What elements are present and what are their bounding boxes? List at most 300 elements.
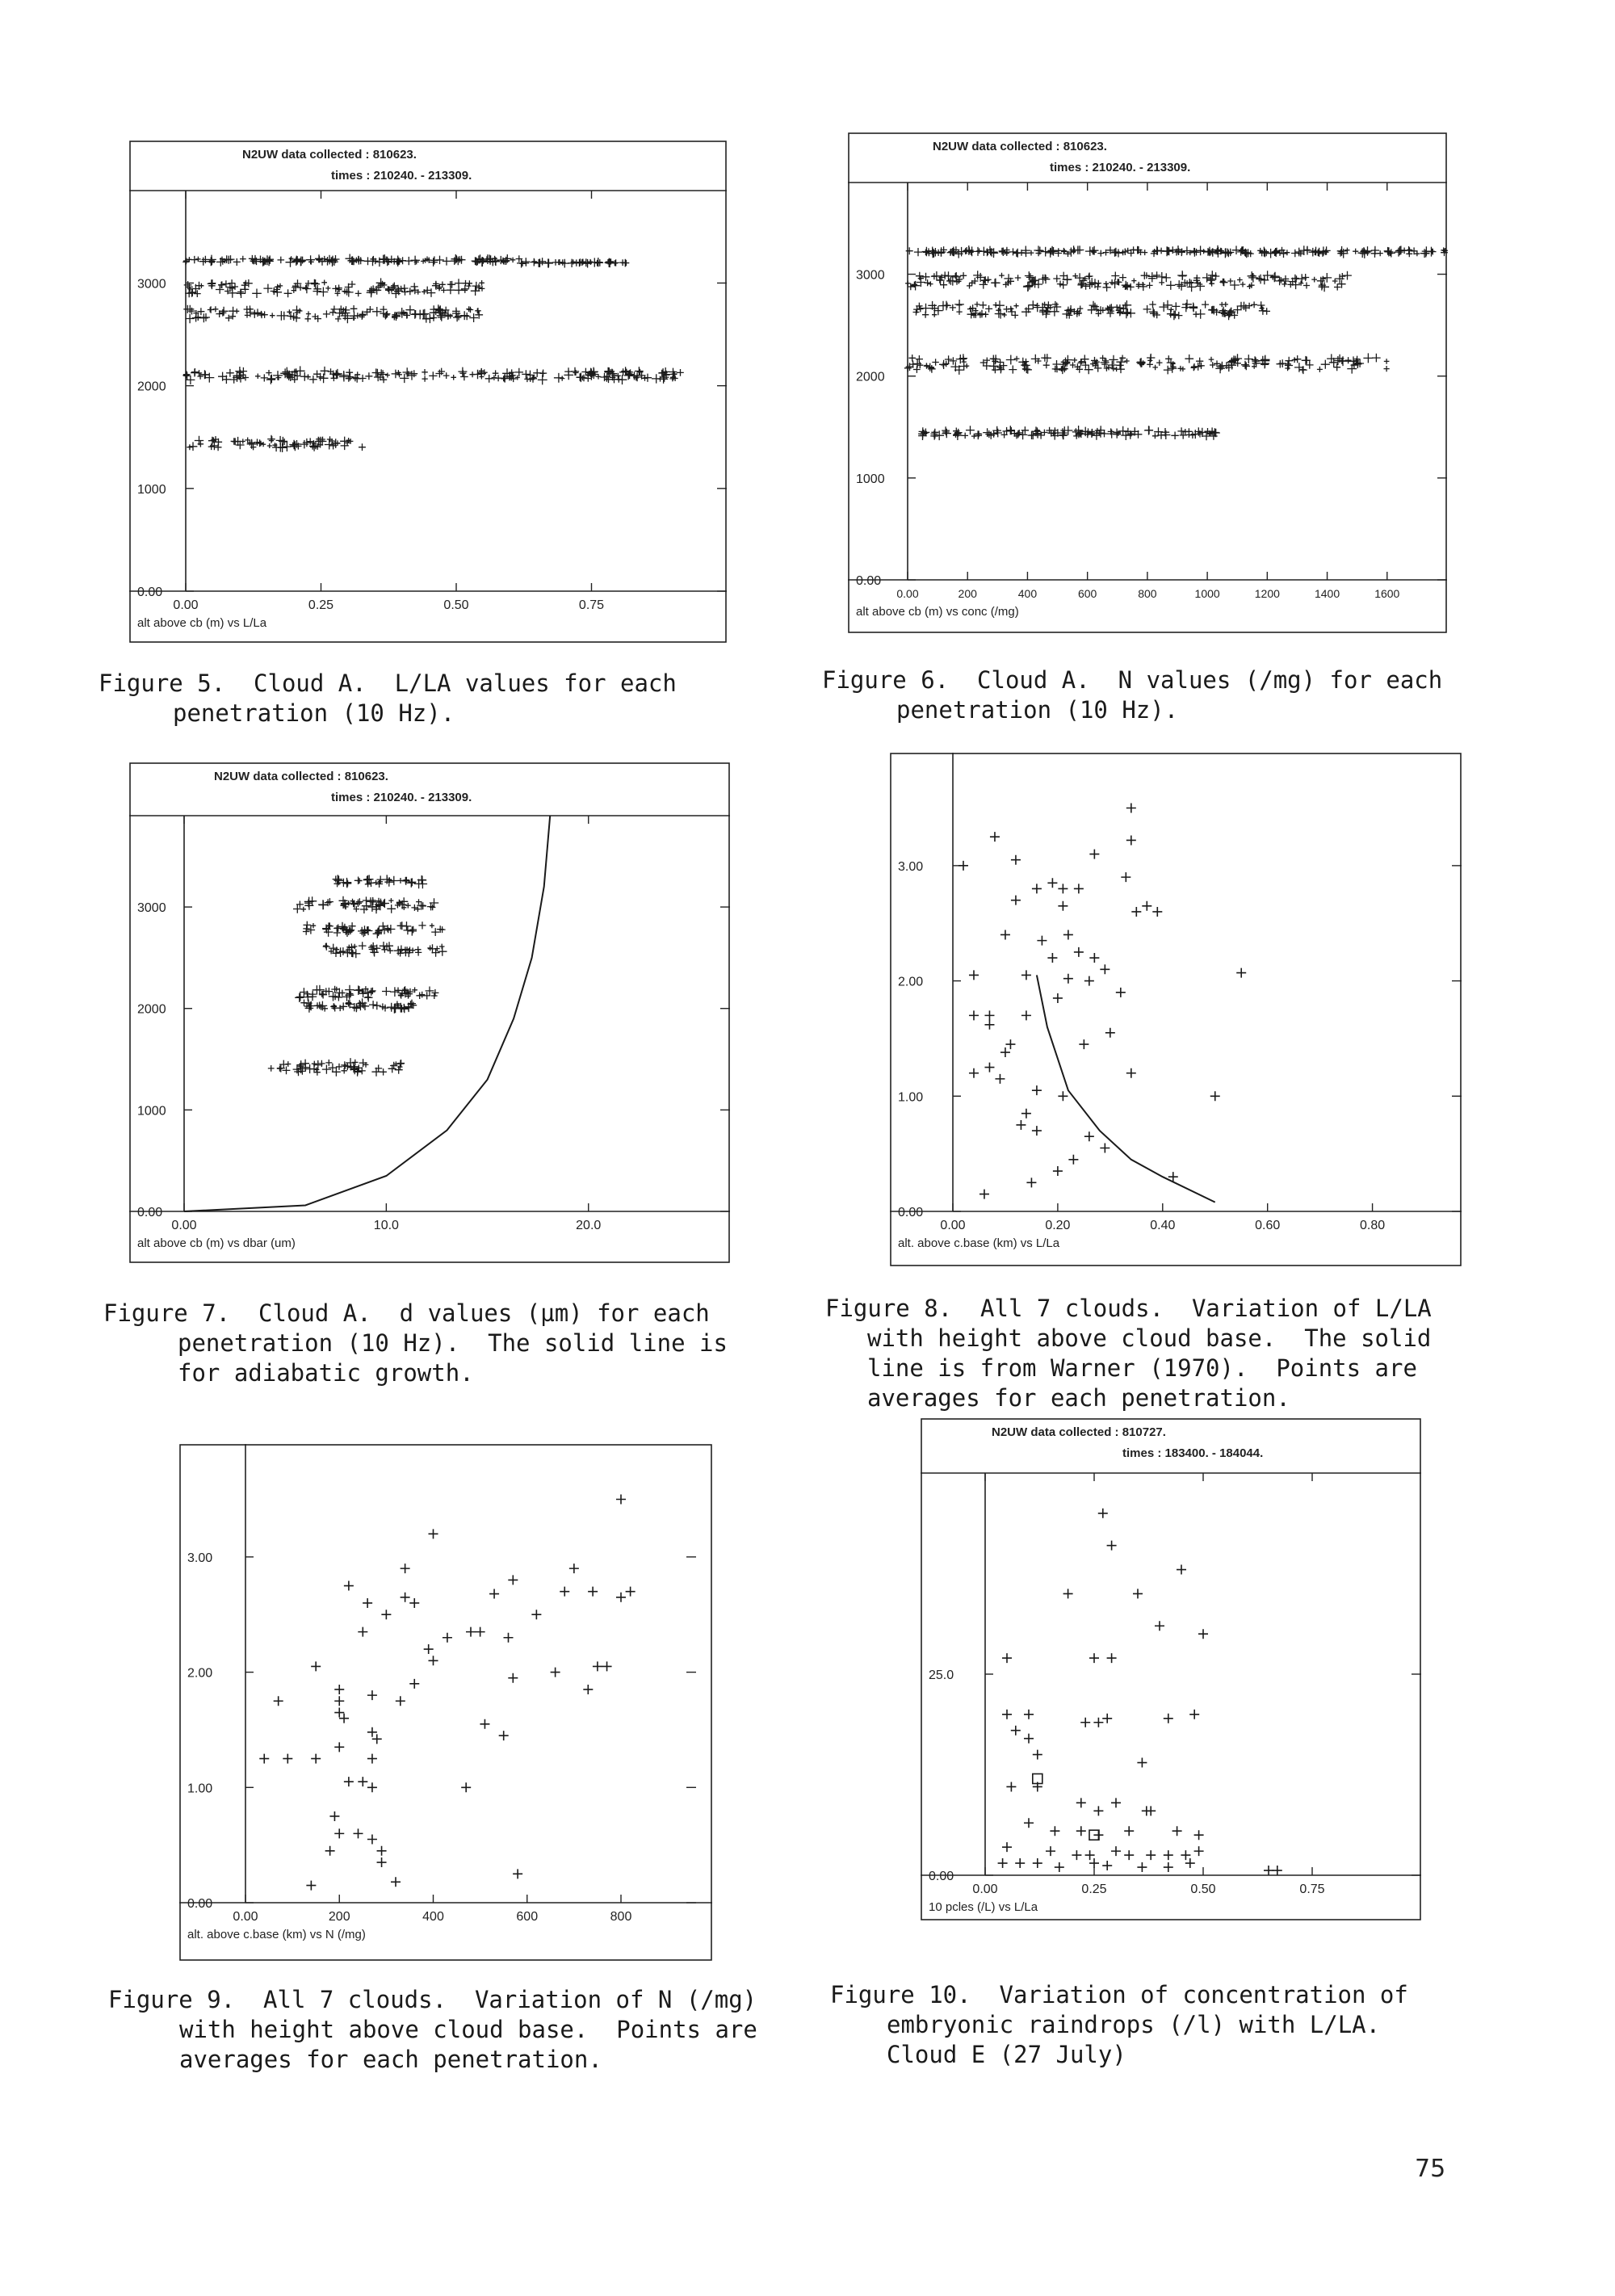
data-point bbox=[1164, 1850, 1173, 1860]
data-point bbox=[1063, 974, 1073, 984]
header-line: times : 210240. - 213309. bbox=[1050, 161, 1191, 174]
data-point bbox=[1074, 884, 1084, 893]
x-tick-label: 0.25 bbox=[1081, 1883, 1107, 1896]
y-tick-label: 3000 bbox=[137, 277, 166, 292]
data-point bbox=[616, 1495, 626, 1505]
figure-6-caption-line: penetration (10 Hz). bbox=[896, 696, 1179, 724]
figure-7-caption-line: Figure 7. Cloud A. d values (µm) for each bbox=[103, 1299, 710, 1327]
figure-9-chart bbox=[179, 1444, 712, 1961]
data-band bbox=[183, 304, 483, 323]
data-point bbox=[334, 1696, 344, 1706]
data-point bbox=[344, 1777, 354, 1786]
data-point bbox=[984, 1063, 994, 1072]
x-tick-label: 0.20 bbox=[1045, 1219, 1071, 1232]
header-line: N2UW data collected : 810623. bbox=[933, 140, 1107, 153]
data-points bbox=[259, 1495, 635, 1891]
data-point bbox=[354, 1828, 363, 1838]
data-bands bbox=[904, 246, 1448, 440]
data-point bbox=[1172, 1826, 1182, 1836]
y-tick-label: 3000 bbox=[137, 901, 166, 916]
x-axis-label: alt above cb (m) vs L/La bbox=[137, 616, 267, 630]
data-point bbox=[583, 1685, 593, 1694]
data-point bbox=[569, 1564, 579, 1573]
x-tick-label: 0.75 bbox=[1299, 1883, 1325, 1896]
x-tick-label: 0.50 bbox=[1190, 1883, 1216, 1896]
data-point bbox=[311, 1661, 321, 1671]
figure-8-caption bbox=[825, 1294, 1432, 1413]
data-point bbox=[602, 1661, 612, 1671]
data-band bbox=[918, 426, 1220, 440]
figure-10-caption-line: embryonic raindrops (/l) with L/LA. bbox=[887, 2011, 1381, 2038]
x-axis-label: alt above cb (m) vs dbar (um) bbox=[137, 1236, 296, 1250]
data-point bbox=[1194, 1846, 1204, 1856]
data-point bbox=[984, 1010, 994, 1020]
data-point bbox=[1063, 930, 1073, 939]
x-tick-label: 1600 bbox=[1374, 587, 1400, 600]
data-point bbox=[1021, 1010, 1031, 1020]
data-point bbox=[1177, 1565, 1186, 1575]
header-line: N2UW data collected : 810623. bbox=[242, 148, 417, 162]
header-line: times : 210240. - 213309. bbox=[331, 791, 472, 804]
data-point bbox=[1105, 1028, 1115, 1038]
data-point bbox=[1074, 947, 1084, 957]
data-point bbox=[1058, 884, 1068, 893]
data-point bbox=[1058, 901, 1068, 911]
data-point bbox=[1024, 1734, 1034, 1744]
x-tick-label: 200 bbox=[328, 1910, 350, 1924]
x-axis-label: alt. above c.base (km) vs L/La bbox=[898, 1236, 1060, 1250]
x-tick-label: 0.00 bbox=[896, 587, 919, 600]
data-point bbox=[401, 1593, 410, 1602]
figure-5-chart bbox=[129, 141, 727, 643]
data-point bbox=[1126, 835, 1136, 845]
data-band bbox=[303, 921, 446, 938]
data-point bbox=[1085, 1850, 1095, 1860]
data-point bbox=[1102, 1861, 1112, 1870]
data-point bbox=[363, 1598, 372, 1608]
x-tick-label: 0.25 bbox=[308, 598, 334, 612]
data-point bbox=[1032, 1126, 1042, 1135]
data-point bbox=[1102, 1714, 1112, 1723]
y-tick-label: 1000 bbox=[137, 1104, 166, 1119]
data-point bbox=[358, 1627, 367, 1637]
data-point bbox=[1063, 1589, 1073, 1598]
data-band bbox=[517, 258, 629, 268]
data-point bbox=[429, 1656, 438, 1665]
figure-frame bbox=[849, 133, 1446, 632]
data-point bbox=[1126, 1068, 1136, 1078]
data-point bbox=[995, 1074, 1005, 1084]
figure-7 bbox=[129, 762, 730, 1263]
data-band bbox=[182, 366, 683, 384]
data-point bbox=[1146, 1850, 1156, 1860]
x-tick-label: 10.0 bbox=[373, 1219, 399, 1232]
data-point bbox=[367, 1782, 377, 1792]
data-bands bbox=[182, 254, 684, 453]
data-point bbox=[1146, 1806, 1156, 1815]
x-tick-label: 1000 bbox=[1194, 587, 1220, 600]
figure-5 bbox=[129, 141, 727, 643]
data-band bbox=[333, 875, 427, 888]
y-tick-label: 2.00 bbox=[898, 975, 924, 989]
data-point bbox=[1058, 1091, 1068, 1101]
data-point bbox=[480, 1719, 489, 1729]
x-tick-label: 600 bbox=[516, 1910, 539, 1924]
y-tick-label: 1000 bbox=[137, 482, 166, 497]
data-point bbox=[1032, 1085, 1042, 1095]
data-point bbox=[283, 1754, 292, 1764]
data-point bbox=[1053, 993, 1063, 1003]
data-point bbox=[311, 1754, 321, 1764]
y-tick-label: 3000 bbox=[856, 268, 885, 283]
data-point bbox=[1011, 855, 1021, 865]
header-line: N2UW data collected : 810623. bbox=[214, 770, 388, 783]
data-point bbox=[1024, 1818, 1034, 1828]
data-point bbox=[499, 1731, 509, 1740]
data-point bbox=[990, 832, 1000, 842]
data-point bbox=[377, 1846, 387, 1856]
data-point bbox=[1133, 1589, 1143, 1598]
data-point bbox=[959, 861, 968, 871]
data-point bbox=[367, 1727, 377, 1737]
data-point bbox=[1185, 1858, 1195, 1868]
x-tick-label: 0.80 bbox=[1360, 1219, 1386, 1232]
data-point bbox=[334, 1742, 344, 1752]
data-point bbox=[259, 1754, 269, 1764]
x-tick-label: 0.00 bbox=[171, 1219, 197, 1232]
data-point bbox=[1068, 1155, 1078, 1165]
data-point bbox=[476, 1627, 485, 1637]
data-point bbox=[401, 1564, 410, 1573]
data-point bbox=[461, 1782, 471, 1792]
y-tick-label: 1.00 bbox=[187, 1782, 213, 1796]
data-point bbox=[424, 1644, 434, 1654]
data-band bbox=[268, 1058, 405, 1077]
figure-8-caption-line: averages for each penetration. bbox=[867, 1384, 1290, 1412]
data-point bbox=[334, 1708, 344, 1718]
y-tick-label: 0.00 bbox=[137, 586, 163, 599]
y-tick-label: 2000 bbox=[856, 370, 885, 384]
data-point bbox=[367, 1835, 377, 1845]
figure-9-caption bbox=[108, 1985, 757, 2075]
figure-frame bbox=[130, 141, 726, 642]
data-point bbox=[616, 1593, 626, 1602]
figure-8 bbox=[890, 753, 1462, 1266]
data-point bbox=[588, 1587, 598, 1597]
figure-frame bbox=[891, 753, 1461, 1266]
data-point bbox=[1021, 1109, 1031, 1119]
data-point bbox=[1236, 968, 1246, 978]
figure-frame bbox=[180, 1445, 711, 1960]
x-tick-label: 0.00 bbox=[173, 598, 199, 612]
data-point bbox=[1084, 976, 1094, 986]
data-point bbox=[1046, 1846, 1055, 1856]
data-point bbox=[1016, 1120, 1026, 1130]
y-tick-label: 0.00 bbox=[898, 1206, 924, 1219]
data-point bbox=[1116, 988, 1126, 997]
data-point bbox=[513, 1869, 522, 1878]
data-point bbox=[1050, 1826, 1059, 1836]
data-point bbox=[1021, 970, 1031, 980]
x-tick-label: 400 bbox=[1017, 587, 1038, 600]
figure-5-caption bbox=[99, 669, 677, 728]
data-point bbox=[531, 1610, 541, 1619]
x-tick-label: 200 bbox=[958, 587, 977, 600]
header-line: times : 183400. - 184044. bbox=[1122, 1446, 1264, 1460]
data-point bbox=[984, 1020, 994, 1030]
data-point bbox=[1032, 884, 1042, 893]
data-point bbox=[1126, 804, 1136, 813]
data-point bbox=[1093, 1718, 1103, 1727]
figure-5-caption-line: Figure 5. Cloud A. L/LA values for each bbox=[99, 669, 677, 697]
data-point bbox=[396, 1696, 405, 1706]
data-point bbox=[1164, 1714, 1173, 1723]
data-point bbox=[377, 1857, 387, 1867]
data-point bbox=[1155, 1621, 1164, 1631]
data-point bbox=[1111, 1846, 1121, 1856]
data-point bbox=[1194, 1830, 1204, 1840]
data-point bbox=[1006, 1782, 1016, 1791]
data-point bbox=[334, 1685, 344, 1694]
figure-6-caption bbox=[822, 665, 1442, 725]
y-tick-label: 2000 bbox=[137, 1002, 166, 1017]
data-point bbox=[504, 1633, 514, 1643]
figure-8-caption-line: Figure 8. All 7 clouds. Variation of L/LA bbox=[825, 1295, 1432, 1322]
x-tick-label: 0.00 bbox=[233, 1910, 258, 1924]
data-point bbox=[1111, 1798, 1121, 1807]
y-tick-label: 0.00 bbox=[929, 1870, 954, 1883]
data-point bbox=[367, 1690, 377, 1700]
data-point bbox=[1084, 1131, 1094, 1141]
figure-9-caption-line: with height above cloud base. Points are bbox=[179, 2016, 757, 2043]
data-point bbox=[1131, 907, 1141, 917]
data-point bbox=[1100, 964, 1110, 974]
data-point bbox=[409, 1598, 419, 1608]
figure-frame bbox=[921, 1419, 1420, 1920]
data-point bbox=[339, 1714, 349, 1723]
x-axis-label: 10 pcles (/L) vs L/La bbox=[929, 1900, 1038, 1914]
x-tick-label: 0.00 bbox=[972, 1883, 998, 1896]
figure-6 bbox=[848, 132, 1447, 633]
data-point bbox=[1011, 896, 1021, 905]
data-point bbox=[334, 1828, 344, 1838]
header-line: N2UW data collected : 810727. bbox=[992, 1425, 1166, 1439]
data-point bbox=[274, 1696, 283, 1706]
data-point bbox=[1033, 1858, 1042, 1868]
data-point bbox=[325, 1846, 335, 1856]
figure-10-chart bbox=[921, 1418, 1421, 1920]
data-point bbox=[409, 1679, 419, 1689]
data-point bbox=[1273, 1866, 1282, 1875]
figure-7-caption bbox=[103, 1299, 728, 1388]
data-point bbox=[969, 1068, 979, 1078]
data-point bbox=[1079, 1039, 1089, 1049]
data-point bbox=[1089, 1858, 1099, 1868]
x-tick-label: 1200 bbox=[1254, 587, 1280, 600]
data-point bbox=[969, 970, 979, 980]
figure-9-caption-line: averages for each penetration. bbox=[179, 2046, 602, 2073]
data-point bbox=[1000, 1047, 1010, 1057]
data-point bbox=[626, 1587, 636, 1597]
data-point bbox=[1080, 1718, 1090, 1727]
data-band bbox=[906, 246, 1448, 258]
x-tick-label: 0.00 bbox=[940, 1219, 966, 1232]
y-tick-label: 2.00 bbox=[187, 1666, 213, 1681]
data-point bbox=[1152, 907, 1162, 917]
data-point bbox=[1000, 930, 1010, 939]
data-point bbox=[391, 1877, 401, 1887]
figure-10-caption-line: Cloud E (27 July) bbox=[887, 2041, 1126, 2068]
model-curve bbox=[184, 816, 550, 1211]
data-point bbox=[1015, 1858, 1025, 1868]
x-axis-label: alt above cb (m) vs conc (/mg) bbox=[856, 605, 1019, 619]
data-point bbox=[1142, 901, 1151, 911]
data-point bbox=[466, 1627, 476, 1637]
figure-8-caption-line: with height above cloud base. The solid bbox=[867, 1324, 1432, 1352]
data-point bbox=[381, 1610, 391, 1619]
x-tick-label: 0.75 bbox=[578, 598, 605, 612]
data-point bbox=[1053, 1166, 1063, 1176]
figure-5-caption-line: penetration (10 Hz). bbox=[173, 699, 455, 727]
x-axis-label: alt. above c.base (km) vs N (/mg) bbox=[187, 1928, 366, 1941]
figure-frame bbox=[130, 763, 729, 1262]
figure-10 bbox=[921, 1418, 1421, 1920]
figure-10-caption-line: Figure 10. Variation of concentration of bbox=[830, 1981, 1408, 2008]
data-point bbox=[1047, 878, 1057, 888]
data-point bbox=[306, 1881, 316, 1891]
data-point bbox=[560, 1587, 569, 1597]
y-tick-label: 0.00 bbox=[137, 1206, 163, 1219]
data-point bbox=[979, 1190, 989, 1199]
data-point bbox=[1005, 1039, 1015, 1049]
figure-6-chart bbox=[848, 132, 1447, 633]
data-point bbox=[1124, 1826, 1134, 1836]
data-point bbox=[1198, 1629, 1208, 1639]
data-band bbox=[913, 300, 1271, 320]
data-point bbox=[1121, 872, 1130, 882]
data-band bbox=[293, 896, 438, 913]
figure-9-caption-line: Figure 9. All 7 clouds. Variation of N (/mg) bbox=[108, 1986, 757, 2013]
data-point bbox=[329, 1811, 339, 1821]
model-curve bbox=[1037, 975, 1215, 1202]
data-point bbox=[1047, 953, 1057, 963]
x-tick-label: 20.0 bbox=[576, 1219, 602, 1232]
y-tick-label: 1000 bbox=[856, 472, 885, 486]
x-tick-label: 800 bbox=[1138, 587, 1157, 600]
data-point bbox=[1089, 1653, 1099, 1663]
x-tick-label: 1400 bbox=[1314, 587, 1340, 600]
data-point bbox=[508, 1673, 518, 1683]
data-point bbox=[489, 1589, 499, 1599]
figure-7-caption-line: for adiabatic growth. bbox=[178, 1359, 474, 1387]
data-point bbox=[1137, 1862, 1147, 1872]
figure-6-caption-line: Figure 6. Cloud A. N values (/mg) for each bbox=[822, 666, 1443, 694]
data-band bbox=[187, 435, 366, 452]
x-tick-label: 0.60 bbox=[1255, 1219, 1281, 1232]
data-band bbox=[323, 942, 447, 958]
data-points bbox=[998, 1509, 1282, 1875]
data-point bbox=[1024, 1710, 1034, 1719]
y-tick-label: 1.00 bbox=[898, 1090, 924, 1105]
data-bands bbox=[268, 875, 447, 1077]
y-tick-label: 2000 bbox=[137, 380, 166, 394]
data-point bbox=[358, 1777, 367, 1786]
figure-9 bbox=[179, 1444, 712, 1961]
x-tick-label: 0.40 bbox=[1150, 1219, 1176, 1232]
data-point bbox=[1002, 1710, 1012, 1719]
data-point bbox=[367, 1754, 377, 1764]
y-tick-label: 0.00 bbox=[856, 574, 882, 588]
figure-10-caption bbox=[830, 1980, 1408, 2070]
data-point bbox=[1002, 1653, 1012, 1663]
data-band bbox=[905, 271, 1352, 292]
data-point bbox=[1072, 1850, 1081, 1860]
data-point bbox=[1002, 1842, 1012, 1852]
header-line: times : 210240. - 213309. bbox=[331, 169, 472, 183]
data-point bbox=[344, 1581, 354, 1591]
page-number: 75 bbox=[1415, 2155, 1446, 2183]
data-point bbox=[1124, 1850, 1134, 1860]
data-points bbox=[959, 804, 1246, 1199]
data-band bbox=[295, 985, 438, 1002]
data-point bbox=[1137, 1758, 1147, 1768]
data-point bbox=[1181, 1850, 1190, 1860]
data-point bbox=[429, 1529, 438, 1538]
y-tick-label: 3.00 bbox=[187, 1551, 213, 1565]
data-band bbox=[904, 353, 1390, 375]
data-point bbox=[1037, 936, 1047, 946]
data-point bbox=[1107, 1541, 1117, 1551]
x-tick-label: 0.50 bbox=[443, 598, 469, 612]
figure-7-caption-line: penetration (10 Hz). The solid line is bbox=[178, 1329, 728, 1357]
data-point bbox=[1100, 1144, 1110, 1153]
data-point bbox=[1033, 1750, 1042, 1760]
data-point bbox=[443, 1633, 452, 1643]
data-point bbox=[1089, 953, 1099, 963]
data-point bbox=[1089, 850, 1099, 859]
data-band bbox=[300, 998, 417, 1014]
x-tick-label: 800 bbox=[610, 1910, 632, 1924]
data-band bbox=[184, 278, 485, 298]
data-point bbox=[551, 1668, 560, 1677]
data-point bbox=[998, 1858, 1008, 1868]
data-point bbox=[1164, 1862, 1173, 1872]
x-tick-label: 400 bbox=[422, 1910, 444, 1924]
data-point bbox=[969, 1010, 979, 1020]
data-point bbox=[1264, 1866, 1273, 1875]
data-point bbox=[1076, 1826, 1086, 1836]
data-point bbox=[1076, 1798, 1086, 1807]
data-point bbox=[1026, 1177, 1036, 1187]
data-point bbox=[1107, 1653, 1117, 1663]
data-point bbox=[1093, 1806, 1103, 1815]
x-tick-label: 600 bbox=[1077, 587, 1097, 600]
data-point bbox=[1098, 1509, 1108, 1518]
data-point bbox=[1210, 1091, 1220, 1101]
y-tick-label: 0.00 bbox=[187, 1897, 213, 1911]
data-point bbox=[1055, 1862, 1064, 1872]
figure-8-chart bbox=[890, 753, 1462, 1266]
data-point bbox=[508, 1575, 518, 1585]
data-band bbox=[182, 254, 522, 267]
data-point bbox=[372, 1734, 382, 1744]
data-point bbox=[1189, 1710, 1199, 1719]
y-tick-label: 3.00 bbox=[898, 859, 924, 874]
figure-7-chart bbox=[129, 762, 730, 1263]
y-tick-label: 25.0 bbox=[929, 1668, 954, 1682]
data-point bbox=[593, 1661, 602, 1671]
figure-8-caption-line: line is from Warner (1970). Points are bbox=[867, 1354, 1417, 1382]
